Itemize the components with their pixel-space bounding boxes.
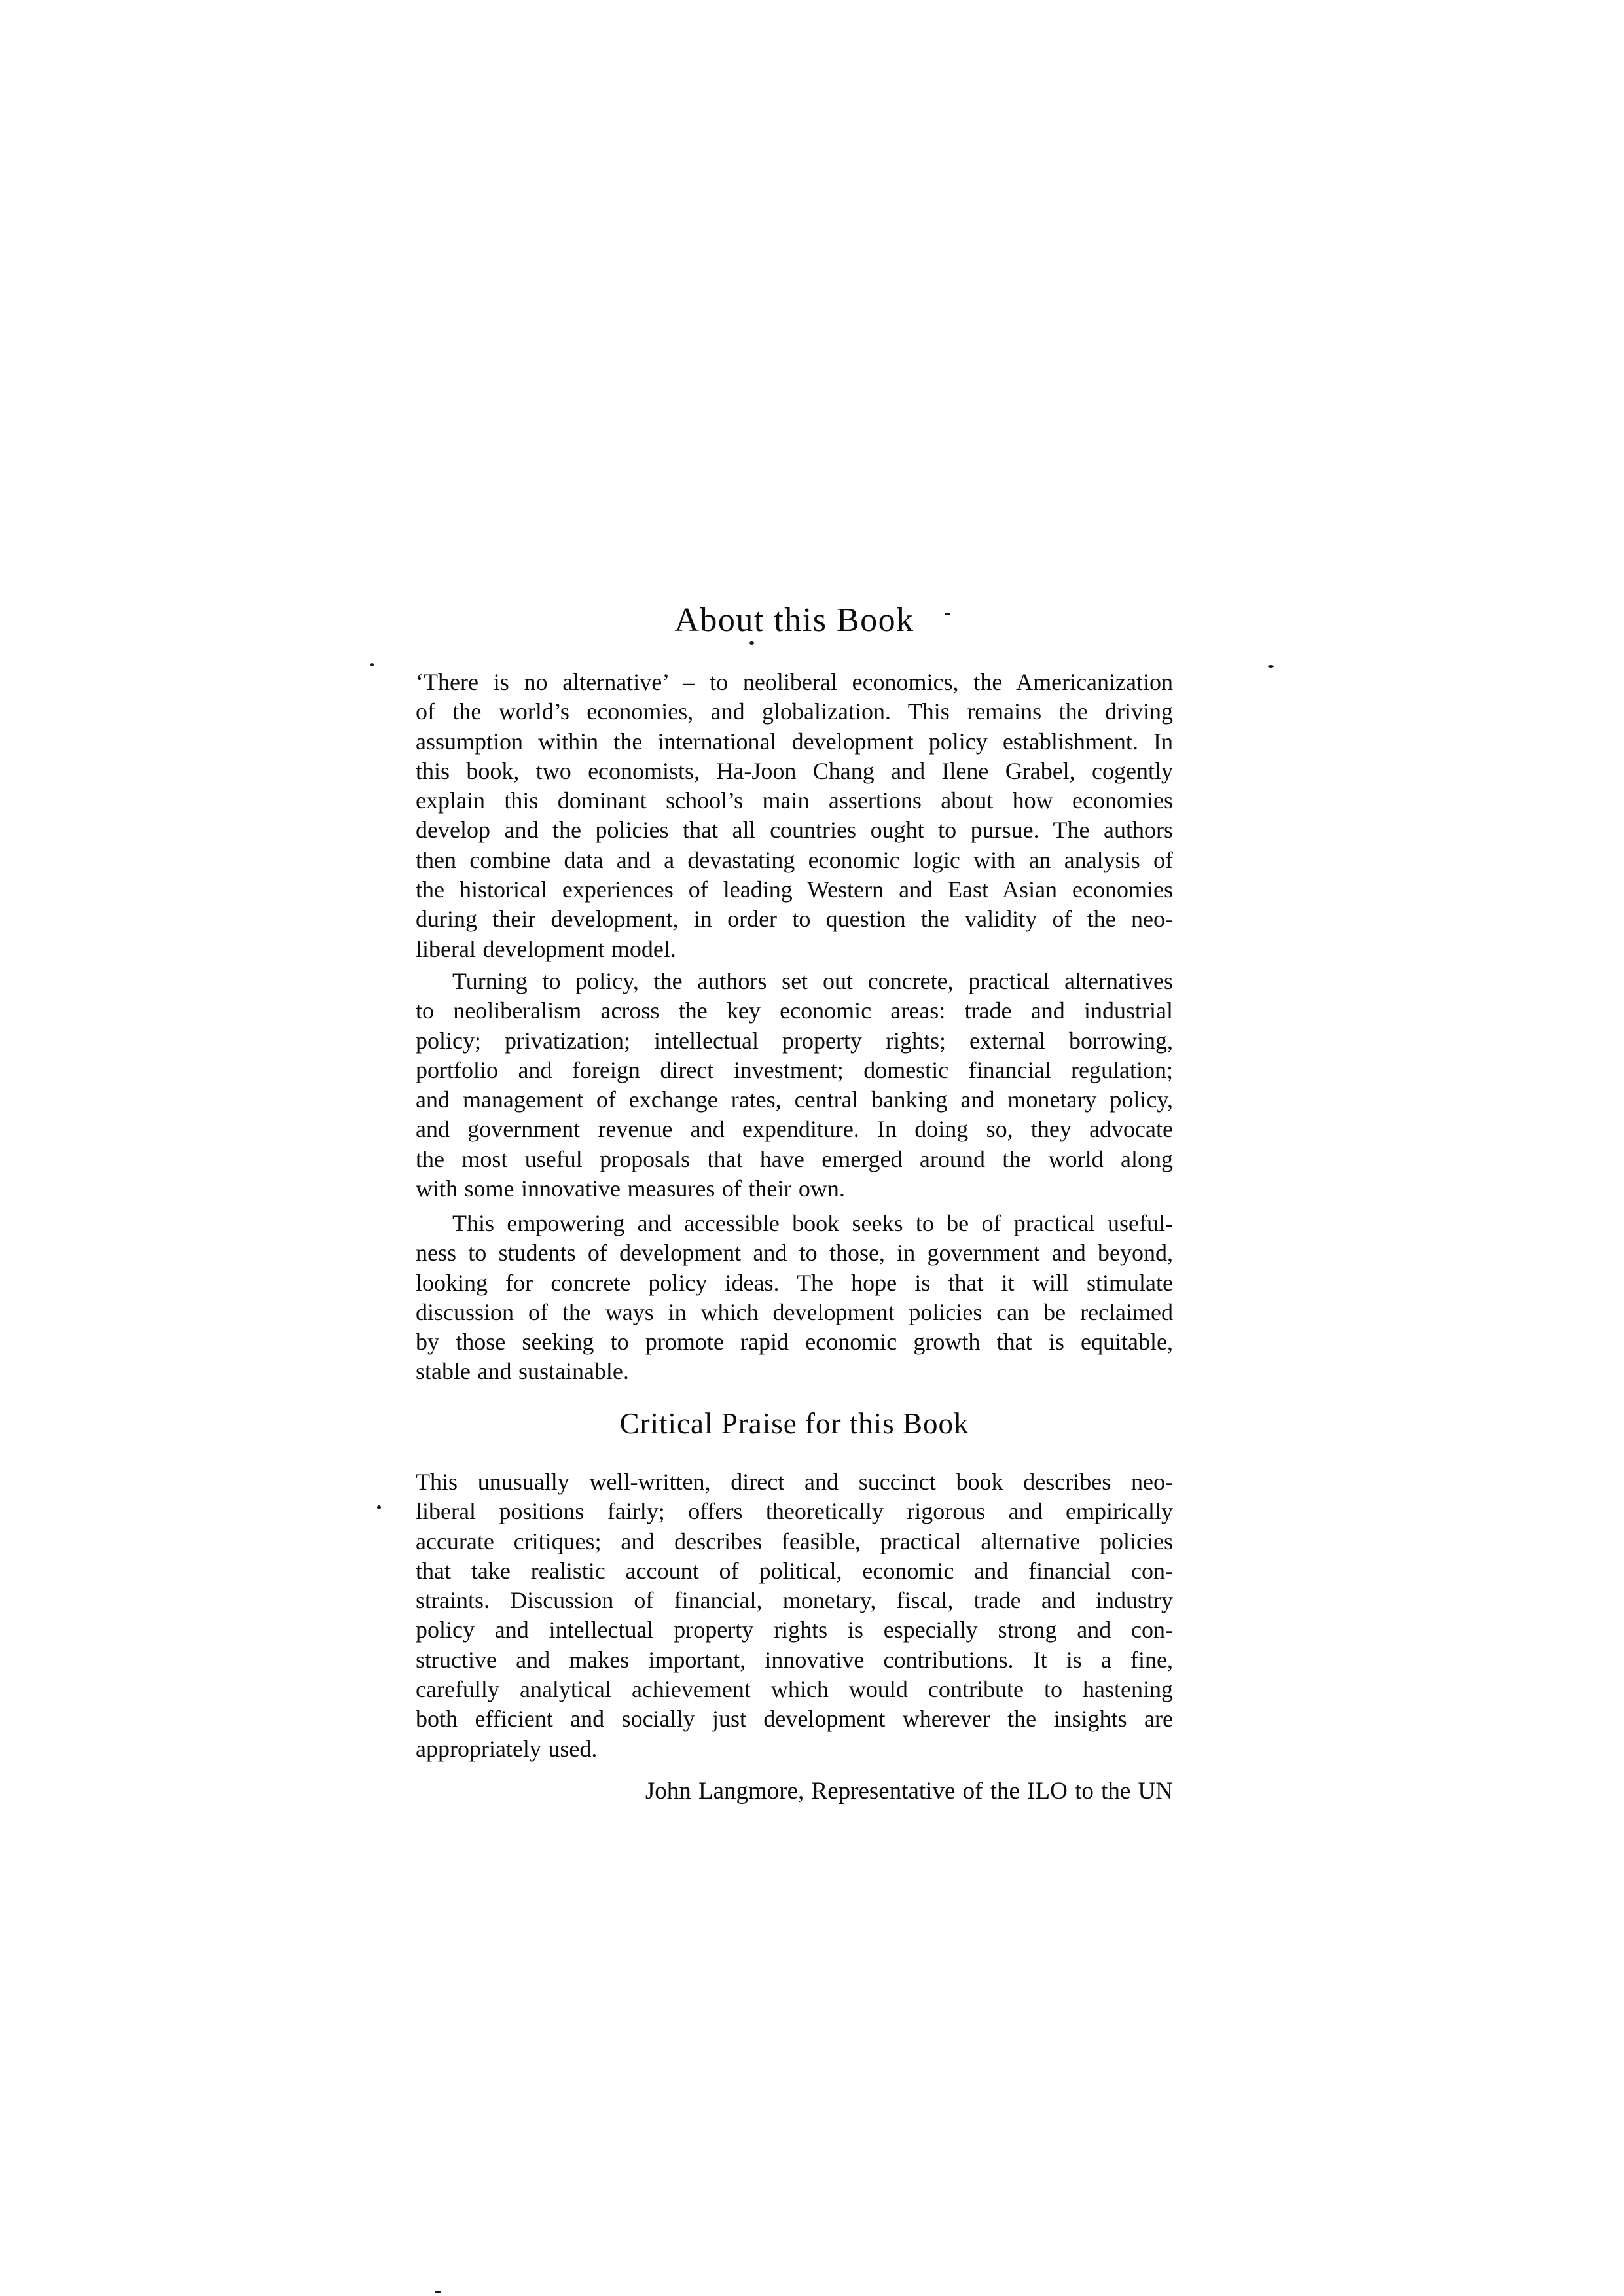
text-line: the historical experiences of leading Western and East Asian economies <box>416 876 1173 903</box>
text-line: stable and sustainable. <box>416 1358 629 1385</box>
text-line: that take realistic account of political, economic and financial con- <box>416 1557 1173 1584</box>
about-paragraph-3 <box>416 1209 1173 1387</box>
scan-speck <box>749 641 754 645</box>
praise-heading: Critical Praise for this Book <box>619 1407 969 1440</box>
text-line: ness to students of development and to those, in government and beyond, <box>416 1240 1173 1266</box>
text-line: by those seeking to promote rapid economic growth that is equitable, <box>416 1329 1173 1355</box>
text-line: straints. Discussion of financial, monetary, fiscal, trade and industry <box>416 1587 1173 1614</box>
page-title: About this Book <box>674 601 914 639</box>
text-line: looking for concrete policy ideas. The hope is that it will stimulate <box>416 1269 1173 1296</box>
text-line: This empowering and accessible book seeks to be of practical useful- <box>452 1210 1173 1236</box>
text-line: carefully analytical achievement which would contribute to hastening <box>416 1676 1173 1703</box>
text-line: policy and intellectual property rights is especially strong and con- <box>416 1617 1173 1643</box>
scan-speck <box>377 1505 381 1509</box>
text-line: with some innovative measures of their own. <box>416 1175 845 1202</box>
text-line: liberal positions fairly; offers theoretically rigorous and empirically <box>416 1498 1173 1525</box>
scan-speck <box>1268 665 1274 668</box>
text-line: and management of exchange rates, central banking and monetary policy, <box>416 1086 1173 1113</box>
text-line: ‘There is no alternative’ – to neoliberal economics, the Americanization <box>416 669 1173 695</box>
text-line: This unusually well-written, direct and succinct book describes neo- <box>416 1469 1173 1495</box>
text-line: then combine data and a devastating economic logic with an analysis of <box>416 846 1173 873</box>
text-line: discussion of the ways in which development policies can be reclaimed <box>416 1299 1173 1325</box>
about-paragraph-1 <box>416 668 1173 964</box>
text-line: develop and the policies that all countries ought to pursue. The authors <box>416 817 1173 844</box>
praise-attribution: John Langmore, Representative of the ILO to the UN <box>645 1778 1173 1804</box>
text-line: this book, two economists, Ha-Joon Chang and Ilene Grabel, cogently <box>416 757 1173 784</box>
text-line: assumption within the international development policy establishment. In <box>416 728 1173 755</box>
text-line: structive and makes important, innovative contributions. It is a fine, <box>416 1646 1173 1673</box>
text-line: liberal development model. <box>416 935 676 962</box>
text-line: of the world’s economies, and globalization. This remains the driving <box>416 698 1173 725</box>
text-line: the most useful proposals that have emerged around the world along <box>416 1145 1173 1172</box>
text-line: both efficient and socially just development wherever the insights are <box>416 1706 1173 1732</box>
scan-speck <box>945 613 950 615</box>
text-line: accurate critiques; and describes feasible, practical alternative policies <box>416 1528 1173 1554</box>
text-line: portfolio and foreign direct investment; domestic financial regulation; <box>416 1056 1173 1083</box>
scan-speck <box>435 2291 441 2293</box>
text-line: appropriately used. <box>416 1735 598 1762</box>
praise-paragraph <box>416 1467 1173 1764</box>
scan-speck <box>370 663 374 666</box>
text-line: to neoliberalism across the key economic areas: trade and industrial <box>416 997 1173 1024</box>
text-line: during their development, in order to question the validity of the neo- <box>416 906 1173 933</box>
text-line: and government revenue and expenditure. In doing so, they advocate <box>416 1116 1173 1143</box>
text-line: Turning to policy, the authors set out concrete, practical alternatives <box>452 968 1173 994</box>
text-line: explain this dominant school’s main assertions about how economies <box>416 787 1173 814</box>
about-paragraph-2 <box>416 967 1173 1204</box>
text-line: policy; privatization; intellectual property rights; external borrowing, <box>416 1027 1173 1054</box>
